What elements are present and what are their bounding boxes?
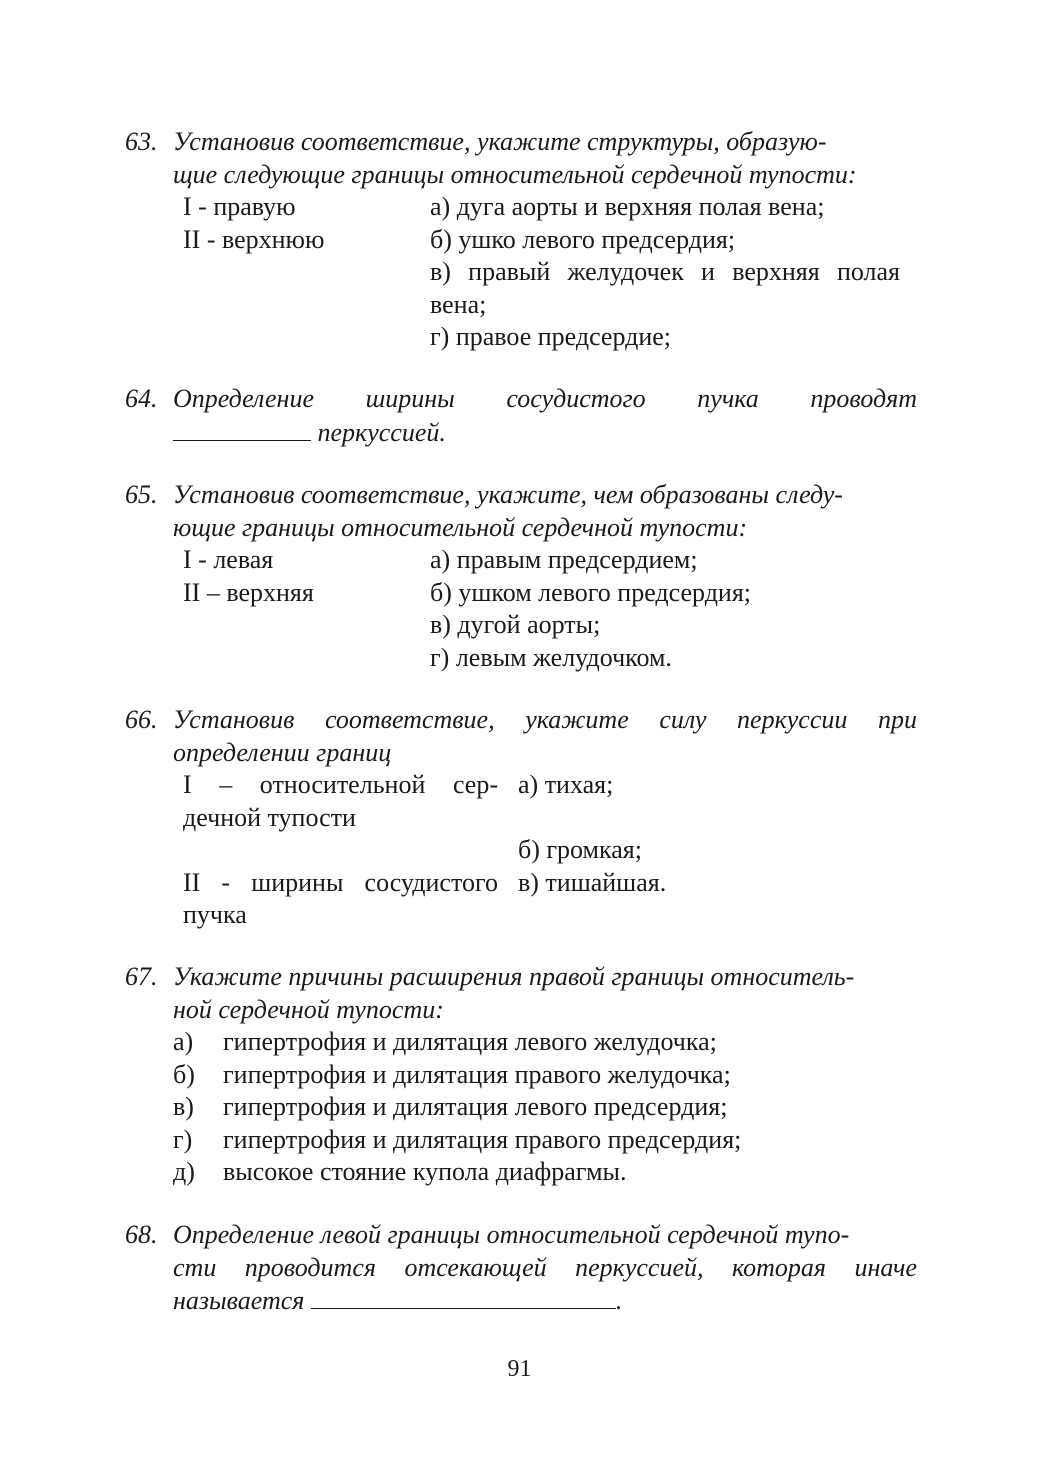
page-number: 91 <box>507 1356 532 1382</box>
answer-blank[interactable] <box>311 1284 616 1309</box>
question-text: Определение левой границы относительной сердечной тупо- <box>173 1220 850 1249</box>
match-row <box>125 899 917 932</box>
option-letter: б) <box>173 1059 195 1089</box>
right-item: а) правым предсердием; <box>430 545 698 574</box>
question-64 <box>125 383 917 448</box>
left-item: пучка <box>183 900 247 929</box>
question-text: называется <box>173 1286 305 1315</box>
question-text: Определение ширины сосудистого пучка проводят <box>173 384 917 413</box>
match-row <box>125 224 917 257</box>
left-item: II - ширины сосудистого <box>183 867 498 897</box>
question-number: 67. <box>125 962 158 991</box>
match-row <box>125 609 917 642</box>
match-row <box>125 802 917 835</box>
question-number: 68. <box>125 1220 158 1249</box>
question-text: Установив соответствие, укажите силу перкуссии при <box>173 705 917 734</box>
right-item: б) ушком левого предсердия; <box>430 577 752 607</box>
right-item: вена; <box>430 289 487 319</box>
left-item: I - левая <box>183 545 274 574</box>
answer-option <box>125 1156 917 1189</box>
right-item: в) дугой аорты; <box>430 610 601 639</box>
question-text: Укажите причины расширения правой границы относитель- <box>173 962 855 991</box>
right-item: б) громкая; <box>518 835 642 864</box>
match-row <box>125 577 917 610</box>
right-item: а) дуга аорты и верхняя полая вена; <box>430 192 825 221</box>
match-row <box>125 289 917 322</box>
question-text: сти проводится отсекающей перкуссией, которая иначе <box>173 1252 917 1282</box>
question-63 <box>125 126 917 354</box>
question-text: перкуссией. <box>317 417 446 447</box>
left-item: II – верхняя <box>183 577 314 607</box>
option-letter: д) <box>173 1157 195 1186</box>
question-65 <box>125 479 917 674</box>
match-row <box>125 769 917 802</box>
match-row <box>125 867 917 900</box>
question-67 <box>125 961 917 1189</box>
option-text: гипертрофия и дилятация правого предсердия; <box>223 1124 742 1154</box>
match-row <box>125 834 917 867</box>
question-text: . <box>615 1286 623 1315</box>
right-item: г) левым желудочком. <box>430 642 672 672</box>
match-row <box>125 321 917 354</box>
answer-blank[interactable] <box>173 416 311 441</box>
left-item: II - верхнюю <box>183 224 325 254</box>
left-item: I - правую <box>183 192 296 221</box>
answer-option <box>125 1026 917 1059</box>
answer-option <box>125 1124 917 1157</box>
question-68 <box>125 1219 917 1317</box>
option-letter: в) <box>173 1092 194 1121</box>
right-item: г) правое предсердие; <box>430 322 672 351</box>
option-text: высокое стояние купола диафрагмы. <box>223 1157 627 1186</box>
question-text: определении границ <box>173 737 392 767</box>
answer-option <box>125 1059 917 1092</box>
question-number: 65. <box>125 480 158 509</box>
question-text: Установив соответствие, укажите структуры, образую- <box>173 127 827 156</box>
question-number: 66. <box>125 705 158 734</box>
left-item: дечной тупости <box>183 802 356 832</box>
option-letter: г) <box>173 1124 193 1154</box>
question-66 <box>125 704 917 932</box>
question-text: ющие границы относительной сердечной тупости: <box>173 512 748 542</box>
match-row <box>125 191 917 224</box>
question-number: 64. <box>125 384 158 413</box>
question-number: 63. <box>125 127 158 156</box>
option-letter: а) <box>173 1027 194 1056</box>
option-text: гипертрофия и дилятация левого желудочка; <box>223 1027 717 1056</box>
option-text: гипертрофия и дилятация левого предсердия; <box>223 1092 728 1121</box>
answer-option <box>125 1091 917 1124</box>
right-item: а) тихая; <box>518 770 614 799</box>
option-text: гипертрофия и дилятация правого желудочка; <box>223 1059 731 1089</box>
match-row <box>125 642 917 675</box>
question-text: ной сердечной тупости: <box>173 994 444 1024</box>
question-text: Установив соответствие, укажите, чем образованы следу- <box>173 480 843 509</box>
right-item: в) правый желудочек и верхняя полая <box>430 257 900 286</box>
match-row <box>125 544 917 577</box>
left-item: I – относительной сер- <box>183 770 498 799</box>
match-row <box>125 256 917 289</box>
question-text: щие следующие границы относительной сердечной тупости: <box>173 159 857 189</box>
right-item: в) тишайшая. <box>518 867 667 897</box>
right-item: б) ушко левого предсердия; <box>430 224 736 254</box>
